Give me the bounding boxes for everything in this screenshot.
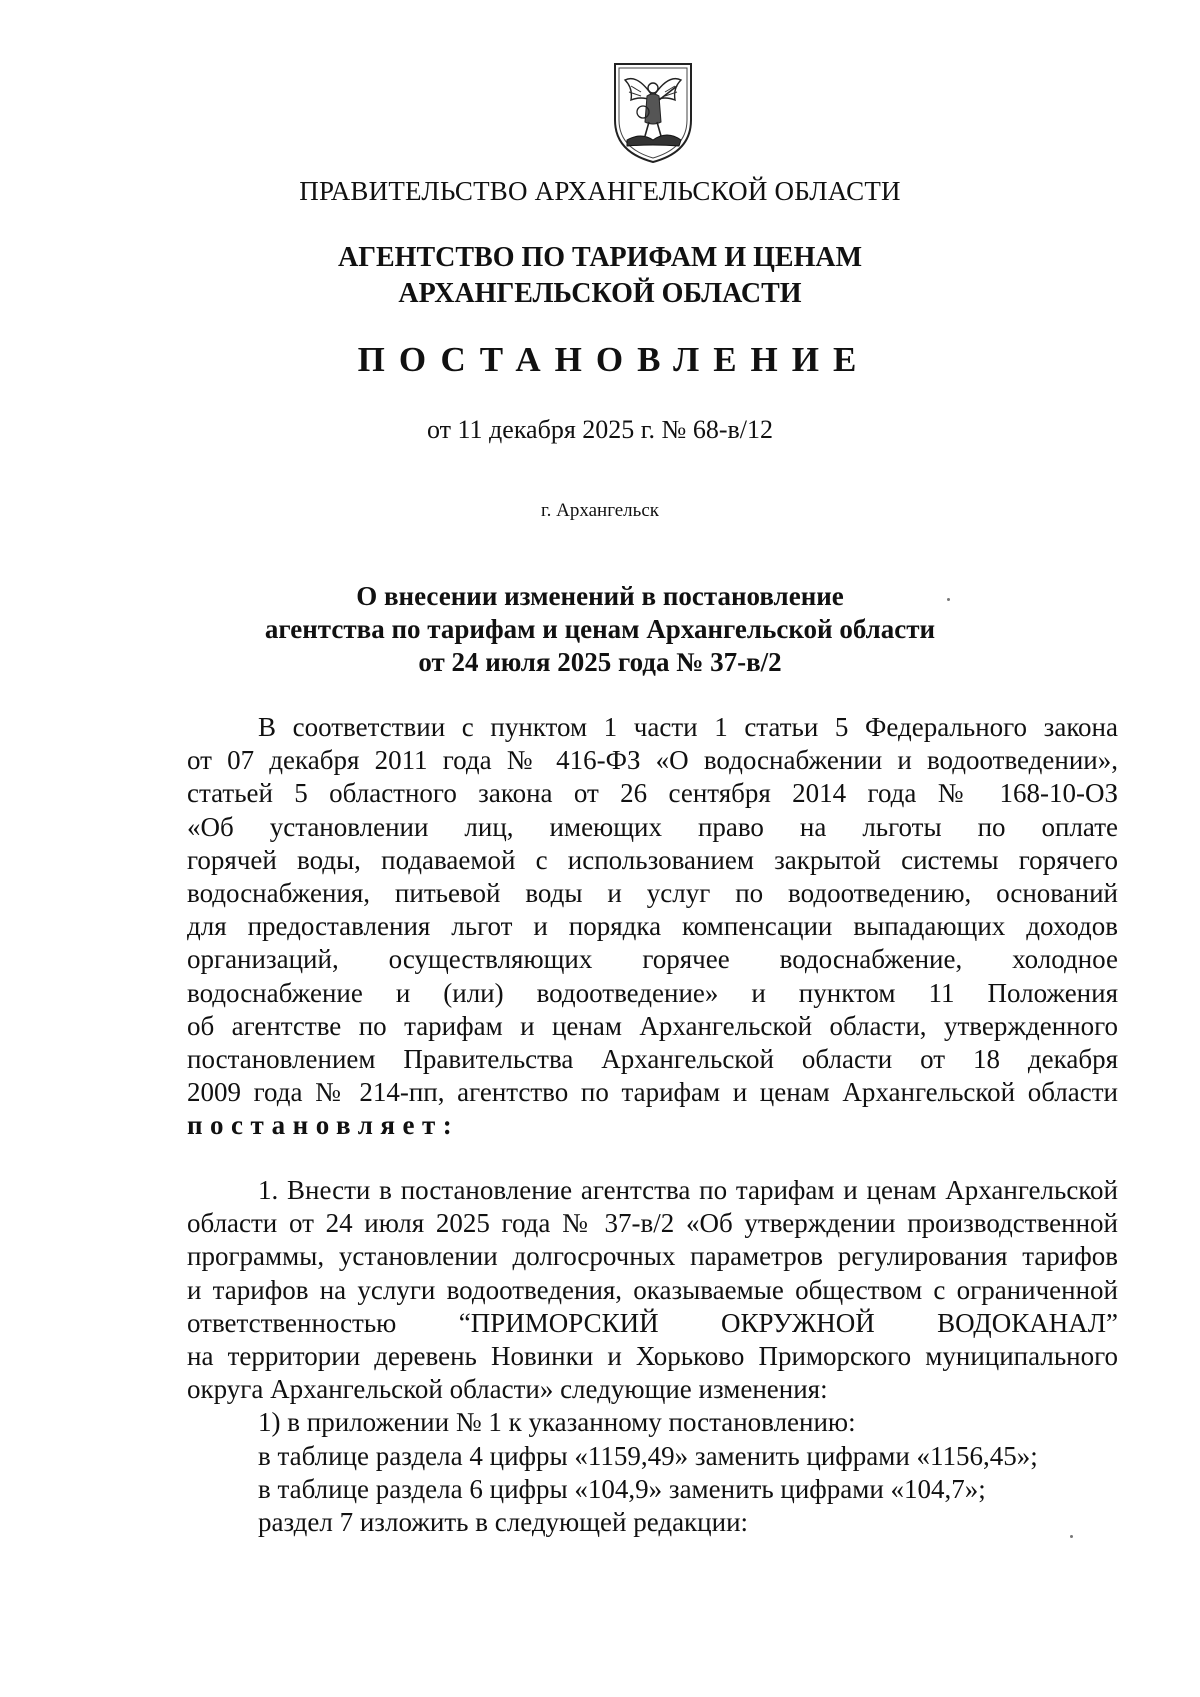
- preamble-line: водоснабжение и (или) водоотведение» и пунктом 11 Положения: [187, 977, 1118, 1008]
- subitem-1: 1) в приложении № 1 к указанному постановлению:: [258, 1407, 856, 1438]
- resolves-word: постановляет:: [187, 1110, 460, 1141]
- change-2: в таблице раздела 6 цифры «104,9» заменить цифрами «104,7»;: [258, 1473, 986, 1504]
- document-date-number: от 11 декабря 2025 г. № 68-в/12: [427, 415, 773, 444]
- scan-speck: [1070, 1535, 1073, 1538]
- preamble-line: от 07 декабря 2011 года № 416-ФЗ «О водоснабжении и водоотведении»,: [187, 745, 1118, 776]
- document-city: г. Архангельск: [540, 500, 659, 521]
- agency-name-line1: АГЕНТСТВО ПО ТАРИФАМ И ЦЕНАМ: [337, 242, 863, 273]
- document-subject: [0, 580, 1200, 679]
- change-3: раздел 7 изложить в следующей редакции:: [258, 1507, 749, 1538]
- subject-line2: агентства по тарифам и ценам Архангельской области: [264, 614, 936, 644]
- preamble-line: для предоставления льгот и порядка компенсации выпадающих доходов: [187, 911, 1118, 942]
- item1-line: округа Архангельской области» следующие изменения:: [187, 1374, 828, 1405]
- item1-line: и тарифов на услуги водоотведения, оказываемые обществом с ограниченной: [187, 1274, 1118, 1305]
- scan-speck: [947, 598, 950, 601]
- coat-of-arms-emblem: [611, 60, 695, 164]
- agency-name-line2: АРХАНГЕЛЬСКОЙ ОБЛАСТИ: [398, 278, 802, 309]
- preamble-line: горячей воды, подаваемой с использованием закрытой системы горячего: [187, 844, 1118, 875]
- item1-line: на территории деревень Новинки и Хорьково Приморского муниципального: [187, 1341, 1118, 1372]
- preamble-line: постановлением Правительства Архангельской области от 18 декабря: [187, 1044, 1118, 1075]
- preamble-line: «Об установлении лиц, имеющих право на льготы по оплате: [187, 811, 1118, 842]
- subject-line1: О внесении изменений в постановление: [356, 581, 844, 611]
- item1-line: области от 24 июля 2025 года № 37-в/2 «Об утверждении производственной: [187, 1208, 1118, 1239]
- item1-paragraph: [187, 1174, 1118, 1539]
- preamble-line: статьей 5 областного закона от 26 сентября 2014 года № 168-10-ОЗ: [187, 778, 1118, 809]
- agency-name: [0, 240, 1200, 312]
- preamble-line: организаций, осуществляющих горячее водоснабжение, холодное: [187, 944, 1118, 975]
- preamble-line: В соответствии с пунктом 1 части 1 статьи 5 Федерального закона: [258, 712, 1118, 742]
- change-1: в таблице раздела 4 цифры «1159,49» заменить цифрами «1156,45»;: [258, 1440, 1038, 1471]
- preamble-line: 2009 года № 214-пп, агентство по тарифам и ценам Архангельской области: [187, 1077, 1118, 1108]
- preamble-paragraph: [187, 711, 1118, 1143]
- item1-line: 1. Внести в постановление агентства по тарифам и ценам Архангельской: [258, 1175, 1118, 1205]
- item1-line: ответственностью “ПРИМОРСКИЙ ОКРУЖНОЙ ВОДОКАНАЛ”: [187, 1307, 1118, 1338]
- government-name: ПРАВИТЕЛЬСТВО АРХАНГЕЛЬСКОЙ ОБЛАСТИ: [299, 176, 901, 206]
- preamble-line: об агентстве по тарифам и ценам Архангельской области, утвержденного: [187, 1010, 1118, 1041]
- preamble-line: водоснабжения, питьевой воды и услуг по водоотведению, оснований: [187, 878, 1118, 909]
- subject-line3: от 24 июля 2025 года № 37-в/2: [418, 647, 782, 677]
- item1-line: программы, установлении долгосрочных параметров регулирования тарифов: [187, 1241, 1118, 1272]
- document-type: ПОСТАНОВЛЕНИЕ: [357, 340, 871, 379]
